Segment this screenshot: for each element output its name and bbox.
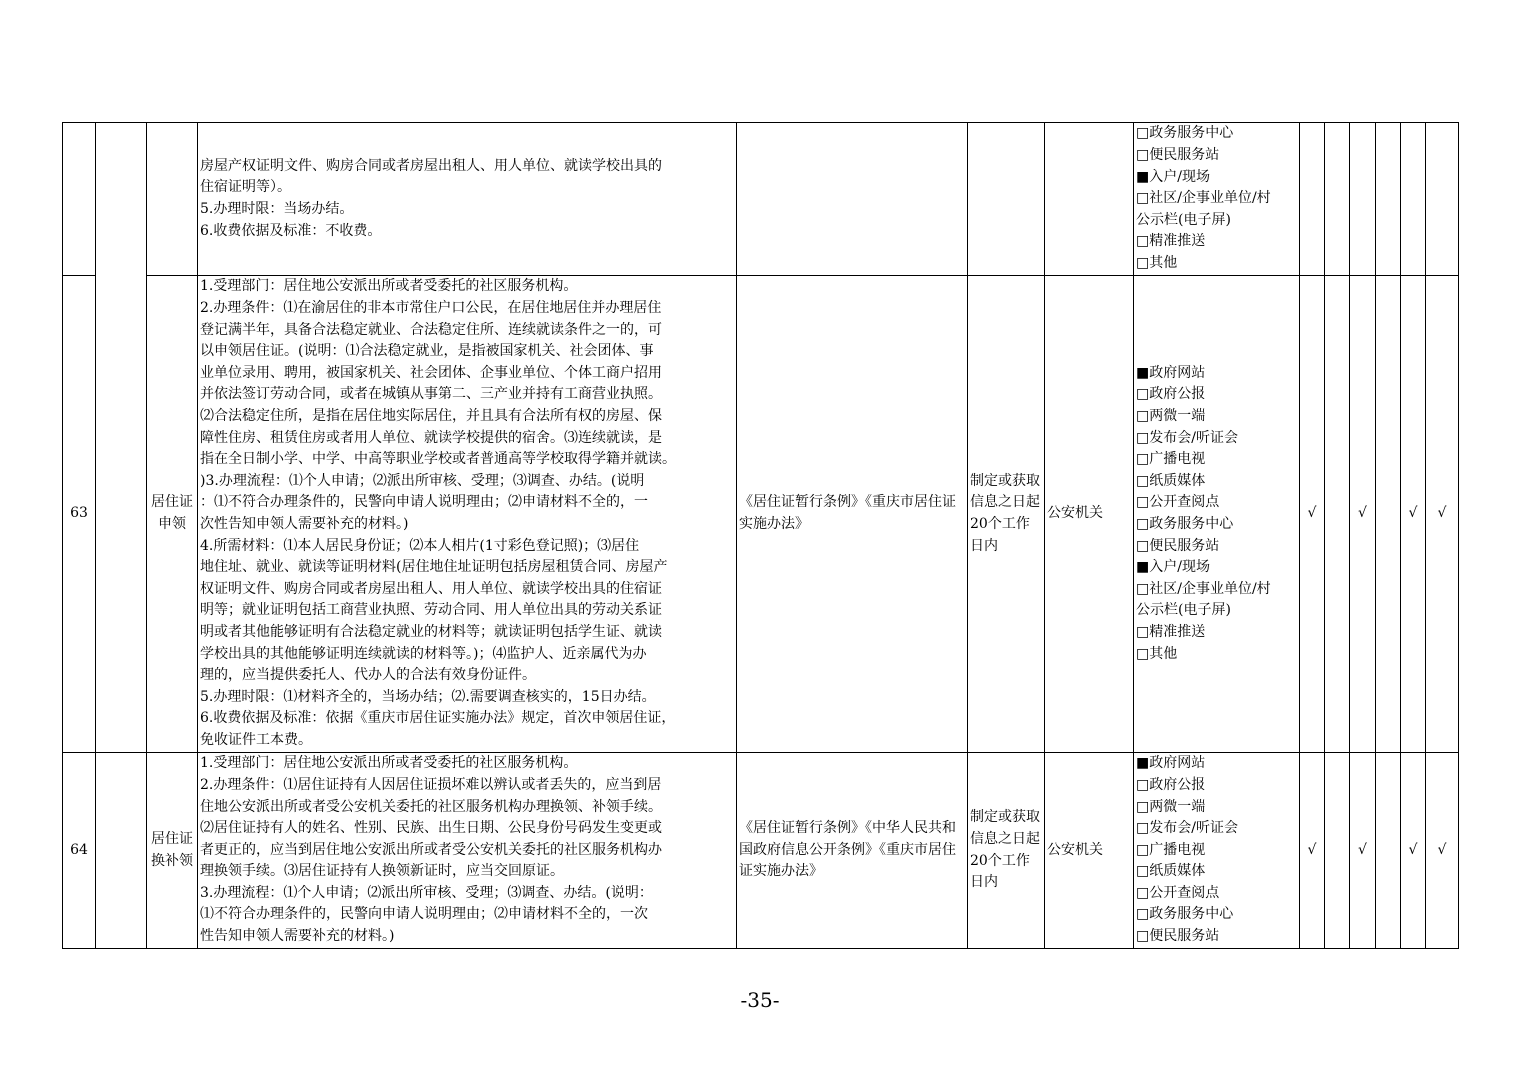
channel-item: □广播电视 [1136, 451, 1206, 468]
row-number: 63 [63, 276, 96, 753]
row-number [63, 123, 96, 276]
subject-cell [1045, 123, 1134, 276]
content-line: 理换领手续。⑶居住证持有人换领新证时，应当交回原证。 [200, 863, 564, 880]
content-line: 以申领居住证。(说明：⑴合法稳定就业，是指被国家机关、社会团体、事 [200, 343, 654, 360]
content-cell [198, 123, 737, 276]
time-limit-cell [968, 123, 1045, 276]
channel-item: ■入户/现场 [1136, 559, 1210, 576]
channel-item: □广播电视 [1136, 841, 1206, 858]
content-line: 明或者其他能够证明有合法稳定就业的材料等；就读证明包括学生证、就读 [200, 623, 662, 640]
check-cell [1376, 276, 1401, 753]
subject-cell: 公安机关 [1045, 276, 1134, 753]
channel-item: □纸质媒体 [1136, 472, 1206, 489]
channel-item: □两微一端 [1136, 798, 1206, 815]
check-cell: √ [1350, 276, 1376, 753]
content-line: 3.办理流程：⑴个人申请；⑵派出所审核、受理；⑶调查、办结。(说明： [200, 884, 653, 901]
check-cell: √ [1426, 276, 1459, 753]
channel-item: □其他 [1136, 645, 1178, 662]
category-cell [96, 753, 147, 949]
content-line: 登记满半年，具备合法稳定就业、合法稳定住所、连续就读条件之一的，可 [200, 321, 662, 338]
check-cell [1325, 753, 1350, 949]
channel-item: □便民服务站 [1136, 147, 1220, 164]
check-cell: √ [1426, 753, 1459, 949]
basis-cell: 《居住证暂行条例》《重庆市居住证实施办法》 [737, 276, 968, 753]
content-line: ⑵居住证持有人的姓名、性别、民族、出生日期、公民身份号码发生变更或 [200, 820, 662, 837]
content-line: 4.所需材料：⑴本人居民身份证；⑵本人相片(1寸彩色登记照)；⑶居住 [200, 537, 640, 554]
content-line: 2.办理条件：⑴居住证持有人因居住证损坏难以辨认或者丢失的，应当到居 [200, 776, 662, 793]
channel-item: □便民服务站 [1136, 928, 1220, 945]
content-line: 学校出具的其他能够证明连续就读的材料等。)；⑷监护人、近亲属代为办 [200, 645, 647, 662]
channel-item: □政务服务中心 [1136, 906, 1234, 923]
check-cell [1300, 123, 1325, 276]
disclosure-table [62, 122, 1459, 949]
check-cell: √ [1350, 753, 1376, 949]
check-cell [1376, 123, 1401, 276]
channel-item: □精准推送 [1136, 233, 1206, 250]
channel-item: □公开查阅点 [1136, 884, 1220, 901]
channel-item: □政务服务中心 [1136, 516, 1234, 532]
basis-cell: 《居住证暂行条例》《中华人民共和国政府信息公开条例》《重庆市居住证实施办法》 [737, 753, 968, 949]
content-line: 性告知申领人需要补充的材料。) [200, 928, 395, 945]
channel-item: ■政府网站 [1136, 755, 1206, 772]
check-cell: √ [1300, 276, 1325, 753]
channel-item: □其他 [1136, 254, 1178, 271]
item-name: 居住证换补领 [147, 753, 198, 949]
channel-item: 公示栏(电子屏) [1136, 602, 1231, 619]
content-line: 2.办理条件：⑴在渝居住的非本市常住户口公民，在居住地居住并办理居住 [200, 300, 662, 317]
content-line: 地住址、就业、就读等证明材料(居住地住址证明包括房屋租赁合同、房屋产 [200, 559, 668, 576]
channel-item: ■政府网站 [1136, 364, 1206, 381]
table-row [63, 276, 1459, 753]
content-line: 并依法签订劳动合同，或者在城镇从事第二、三产业并持有工商营业执照。 [200, 386, 662, 403]
time-limit-cell: 制定或获取信息之日起20个工作日内 [968, 753, 1045, 949]
channel-item: ■入户/现场 [1136, 168, 1210, 185]
channel-item: □便民服务站 [1136, 537, 1220, 554]
item-name: 居住证申领 [147, 276, 198, 753]
content-cell [198, 753, 737, 949]
check-cell: √ [1401, 276, 1426, 753]
check-cell [1376, 753, 1401, 949]
content-cell [198, 276, 737, 753]
channel-item: □政务服务中心 [1136, 125, 1234, 142]
channel-item: □公开查阅点 [1136, 494, 1220, 511]
page-number: -35- [740, 988, 780, 1012]
channels-cell [1134, 123, 1300, 276]
table-row [63, 753, 1459, 949]
content-line: 5.办理时限：⑴材料齐全的，当场办结；⑵.需要调查核实的，15日办结。 [200, 688, 656, 705]
channel-item: □精准推送 [1136, 623, 1206, 640]
check-cell [1325, 123, 1350, 276]
check-cell [1401, 123, 1426, 276]
channels-cell [1134, 753, 1300, 949]
check-cell: √ [1401, 753, 1426, 949]
content-line: )3.办理流程：⑴个人申请；⑵派出所审核、受理；⑶调查、办结。(说明 [200, 472, 645, 489]
content-line: 业单位录用、聘用，被国家机关、社会团体、企事业单位、个体工商户招用 [200, 364, 662, 381]
channel-item: □社区/企事业单位/村 [1136, 190, 1271, 207]
item-name [147, 123, 198, 276]
content-line: 次性告知申领人需要补充的材料。) [200, 516, 409, 532]
content-line: 者更正的，应当到居住地公安派出所或者受公安机关委托的社区服务机构办 [200, 841, 662, 858]
channel-item: 公示栏(电子屏) [1136, 211, 1231, 228]
content-line: ⑵合法稳定住所，是指在居住地实际居住，并且具有合法所有权的房屋、保 [200, 408, 662, 425]
content-line: ⑴不符合办理条件的，民警向申请人说明理由；⑵申请材料不全的，一次 [200, 906, 648, 923]
check-cell [1350, 123, 1376, 276]
row-number: 64 [63, 753, 96, 949]
channel-item: □纸质媒体 [1136, 863, 1206, 880]
content-line: 5.办理时限：当场办结。 [200, 201, 354, 217]
content-line: 1.受理部门：居住地公安派出所或者受委托的社区服务机构。 [200, 278, 578, 295]
channel-item: □社区/企事业单位/村 [1136, 580, 1271, 597]
check-cell [1325, 276, 1350, 753]
time-limit-cell: 制定或获取信息之日起20个工作日内 [968, 276, 1045, 753]
channel-item: □发布会/听证会 [1136, 820, 1238, 837]
table-row [63, 123, 1459, 276]
channel-item: □发布会/听证会 [1136, 429, 1238, 446]
content-line: 1.受理部门：居住地公安派出所或者受委托的社区服务机构。 [200, 755, 578, 772]
channel-item: □政府公报 [1136, 386, 1206, 403]
check-cell [1426, 123, 1459, 276]
channel-item: □政府公报 [1136, 776, 1206, 793]
content-line: 免收证件工本费。 [200, 731, 312, 748]
content-line: 权证明文件、购房合同或者房屋出租人、用人单位、就读学校出具的住宿证 [200, 580, 662, 597]
content-line: 指在全日制小学、中学、中高等职业学校或者普通高等学校取得学籍并就读。 [200, 451, 676, 468]
content-line: ：⑴不符合办理条件的，民警向申请人说明理由；⑵申请材料不全的，一 [200, 494, 648, 511]
content-line: 住宿证明等）。 [200, 179, 291, 196]
content-line: 障性住房、租赁住房或者用人单位、就读学校提供的宿舍。⑶连续就读，是 [200, 429, 662, 446]
channel-item: □两微一端 [1136, 408, 1206, 425]
content-line: 6.收费依据及标准：依据《重庆市居住证实施办法》规定，首次申领居住证， [200, 710, 676, 727]
content-line: 房屋产权证明文件、购房合同或者房屋出租人、用人单位、就读学校出具的 [200, 157, 662, 174]
subject-cell: 公安机关 [1045, 753, 1134, 949]
basis-cell [737, 123, 968, 276]
content-line: 住地公安派出所或者受公安机关委托的社区服务机构办理换领、补领手续。 [200, 798, 662, 815]
check-cell: √ [1300, 753, 1325, 949]
content-line: 理的，应当提供委托人、代办人的合法有效身份证件。 [200, 667, 536, 684]
content-line: 明等；就业证明包括工商营业执照、劳动合同、用人单位出具的劳动关系证 [200, 602, 662, 619]
category-cell [96, 123, 147, 753]
channels-cell [1134, 276, 1300, 753]
content-line: 6.收费依据及标准：不收费。 [200, 222, 382, 239]
